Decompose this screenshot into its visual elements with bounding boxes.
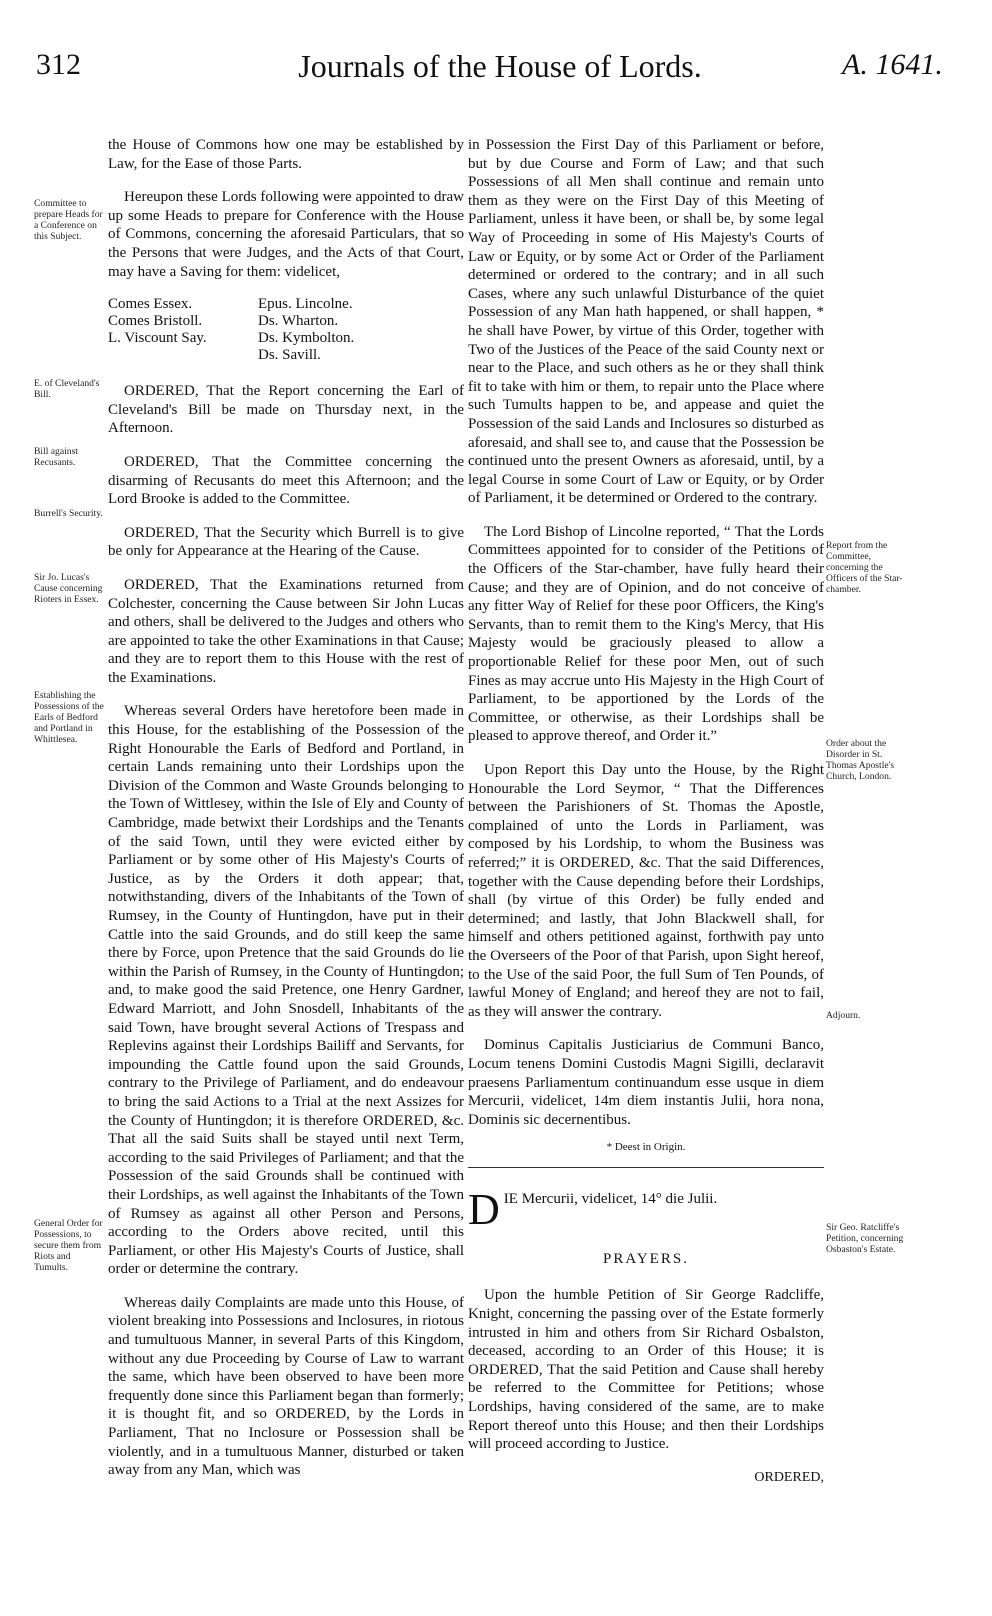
lord-name: Comes Bristoll. <box>108 313 203 330</box>
lord-name: Ds. Wharton. <box>258 313 339 330</box>
margin-note-committee: Committee to prepare Heads for a Conference on this Subject. <box>34 198 103 242</box>
committee-names <box>108 296 464 364</box>
paragraph: Dominus Capitalis Justiciarius de Communi Banco, Locum tenens Domini Custodis Magni Sigilli, declaravit praesens Parliamentum continuandum esse usque in diem Mercurii, videlicet, 14m diem instantis Julii, hora nona, Dominis sic decernentibus. <box>468 1037 824 1128</box>
paragraph: in Possession the First Day of this Parliament or before, but by due Course and Form of Law; and that such Possessions of all Men shall continue and remain unto them as they were on the First Day of this Meeting of Parliament, unless it have been, or shall be, by some legal Way of Proceeding in some of His Majesty's Courts of Law or Equity, or by some Act or Order of the Parliament determined or ordered to the contrary; and in all such Cases, where any such unlawful Disturbance of the quiet Possession of any Man hath happened, or shall happen, * he shall have Power, by virtue of this Order, together with Two of the Justices of the Peace of the said County next or near to the Place, and such others as he or they shall think fit to take with him or them, to repair unto the Place where such Tumults happen to be, and appease and quiet the Possession of the said Lands and Inclosures so disturbed as aforesaid, and shall see to, and cause that the Possession be continued unto the present Owners as aforesaid, until, by a legal Course in some Court of Law or Equity, or by Order of Parliament, it be determined or Ordered to the contrary. <box>468 137 824 507</box>
lord-name: Ds. Kymbolton. <box>258 330 355 347</box>
lord-name <box>108 347 258 364</box>
day-heading <box>468 1190 824 1228</box>
page-header <box>0 48 992 88</box>
margin-note-star-chamber: Report from the Committee, concerning the Officers of the Star-chamber. <box>826 540 903 595</box>
paragraph: Upon the humble Petition of Sir George Radcliffe, Knight, concerning the passing over of the Estate formerly intrusted in him and others from Sir Richard Osbalston, deceased, according to an Order of this House; it is ORDERED, That the said Petition and Cause shall hereby be referred to the Committee for Petitions; whose Lordships, having considered of the same, are to make Report thereof unto this House; and then their Lordships will proceed according to Justice. <box>468 1287 824 1453</box>
margin-note-st-thomas: Order about the Disorder in St. Thomas Apostle's Church, London. <box>826 738 895 782</box>
margin-note-general-order: General Order for Possessions, to secure them from Riots and Tumults. <box>34 1218 103 1273</box>
margin-note-radcliffe: Sir Geo. Ratcliffe's Petition, concerning Osbaston's Estate. <box>826 1222 904 1255</box>
margin-note-cleveland: E. of Cleveland's Bill. <box>34 378 100 400</box>
page-number: 312 <box>36 48 81 81</box>
lord-name: Epus. Lincolne. <box>258 296 353 313</box>
margin-note-lucas: Sir Jo. Lucas's Cause concerning Rioters in Essex. <box>34 572 103 605</box>
margin-note-adjourn: Adjourn. <box>826 1010 861 1021</box>
paragraph: Whereas daily Complaints are made unto this House, of violent breaking into Possessions and Inclosures, in riotous and tumultuous Manner, in several Parts of this Kingdom, without any due Proceeding by Course of Law to warrant the same, which have been observed to have been more frequently done since this Parliament began than formerly; it is thought fit, and so ORDERED, by the Lords in Parliament, That no Inclosure or Possession shall be violently, and in a tumultuous Manner, disturbed or taken away from any Man, which was <box>108 1294 464 1479</box>
running-title: Journals of the House of Lords. <box>298 48 702 84</box>
divider <box>468 1167 824 1168</box>
margin-note-recusants: Bill against Recusants. <box>34 446 78 468</box>
paragraph: ORDERED, That the Report concerning the Earl of Cleveland's Bill be made on Thursday next, in the Afternoon. <box>108 383 464 437</box>
paragraph: Upon Report this Day unto the House, by the Right Honourable the Lord Seymor, “ That the Differences between the Parishioners of St. Thomas the Apostle, complained of unto the Lords in Parliament, was composed by his Lordship, to whom the Business was referred;” it is ORDERED, &c. That the said Differences, together with the Cause depending before their Lordships, shall (by virtue of this Order) be fully ended and determined; and lastly, that John Blackwell shall, for himself and others petitioned against, forthwith pay unto the Overseers of the Poor of that Parish, upon Sight hereof, to the Use of the said Poor, the full Sum of Ten Pounds, of lawful Money of England; and hereof they are not to fail, as they will answer the contrary. <box>468 762 824 1020</box>
drop-cap: D <box>468 1189 500 1228</box>
paragraph: Whereas several Orders have heretofore been made in this House, for the establishing of the Possession of the Right Honourable the Earls of Bedford and Portland, in certain Lands remaining unto their Lordships upon the Division of the Common and Waste Grounds belonging to the Town of Wittlesey, within the Isle of Ely and County of Cambridge, made betwixt their Lordships and the Tenants of the said Town, until they were evicted either by Parliament or by some other of His Majesty's Courts of Justice, as by the Orders it doth appear; that, notwithstanding, divers of the Inhabitants of the Town of Rumsey, in the County of Huntingdon, have put in their Cattle into the said Grounds, and do still keep the same there by Force, upon Pretence that the said Grounds do lie within the Parish of Rumsey, in the County of Huntingdon; and, to make good the said Pretence, one Henry Gardner, Edward Marriott, and John Snosdell, Inhabitants of the said Town, have brought several Actions of Trespass and Replevins against their Lordships Bailiff and Servants, for impounding the Cattle found upon the said Grounds, contrary to the Privilege of Parliament, and do endeavour to bring the said Actions to a Trial at the next Assizes for the County of Huntingdon; it is therefore ORDERED, &c. That all the said Suits shall be stayed until next Term, according to the said Privileges of Parliament; and that the Possession of the said Grounds shall be continued with their Lordships, as well against the Inhabitants of the Town of Rumsey as against all other Person and Persons, according to the Orders above recited, until this Parliament, or other His Majesty's Courts of Justice, shall order or determine the contrary. <box>108 703 464 1278</box>
paragraph: The Lord Bishop of Lincolne reported, “ That the Lords Committees appointed for to consider of the Petitions of the Officers of the Star-chamber, have fully heard their Cause; and they are of Opinion, and do not conceive of any fitter Way of Relief for these poor Officers, the King's Servants, than to remit them to the King's Mercy, that His Majesty would be graciously pleased to allow a proportionable Relief for these poor Men, out of such Fines as may accrue unto His Majesty in the High Court of Parliament, to be apportioned by the Lords of the Committee, or otherwise, as their Lordships shall be pleased to approve thereof, and Order it.” <box>468 523 824 745</box>
lord-name: Ds. Savill. <box>258 347 321 364</box>
paragraph: ORDERED, That the Committee concerning the disarming of Recusants do meet this Afternoon; and the Lord Brooke is added to the Committee. <box>108 453 464 508</box>
margin-note-burrell: Burrell's Security. <box>34 508 103 519</box>
paragraph: the House of Commons how one may be established by Law, for the Ease of those Parts. <box>108 137 464 172</box>
footnote: * Deest in Origin. <box>606 1141 686 1154</box>
prayers-heading: PRAYERS. <box>603 1250 689 1267</box>
paragraph: Hereupon these Lords following were appointed to draw up some Heads to prepare for Conference with the House of Commons, concerning the aforesaid Particulars, that so the Persons that were Judges, and the Acts of that Court, may have a Saving for them: videlicet, <box>108 189 464 280</box>
lord-name: L. Viscount Say. <box>108 330 207 347</box>
catchword: ORDERED, <box>754 1469 824 1485</box>
lord-name: Comes Essex. <box>108 296 193 313</box>
paragraph: ORDERED, That the Security which Burrell is to give be only for Appearance at the Hearing of the Cause. <box>108 524 464 560</box>
paragraph: ORDERED, That the Examinations returned from Colchester, concerning the Cause between Sir John Lucas and others, shall be delivered to the Judges and others who are appointed to take the other Examinations in that Cause; and they are to report them to this House with the rest of the Examinations. <box>108 576 464 686</box>
right-column <box>468 136 824 1487</box>
margin-note-establishing: Establishing the Possessions of the Earls of Bedford and Portland in Whittlesea. <box>34 690 104 745</box>
year: A. 1641. <box>842 48 943 81</box>
left-column <box>108 136 464 1495</box>
day-heading-text: IE Mercurii, videlicet, 14° die Julii. <box>503 1190 718 1207</box>
